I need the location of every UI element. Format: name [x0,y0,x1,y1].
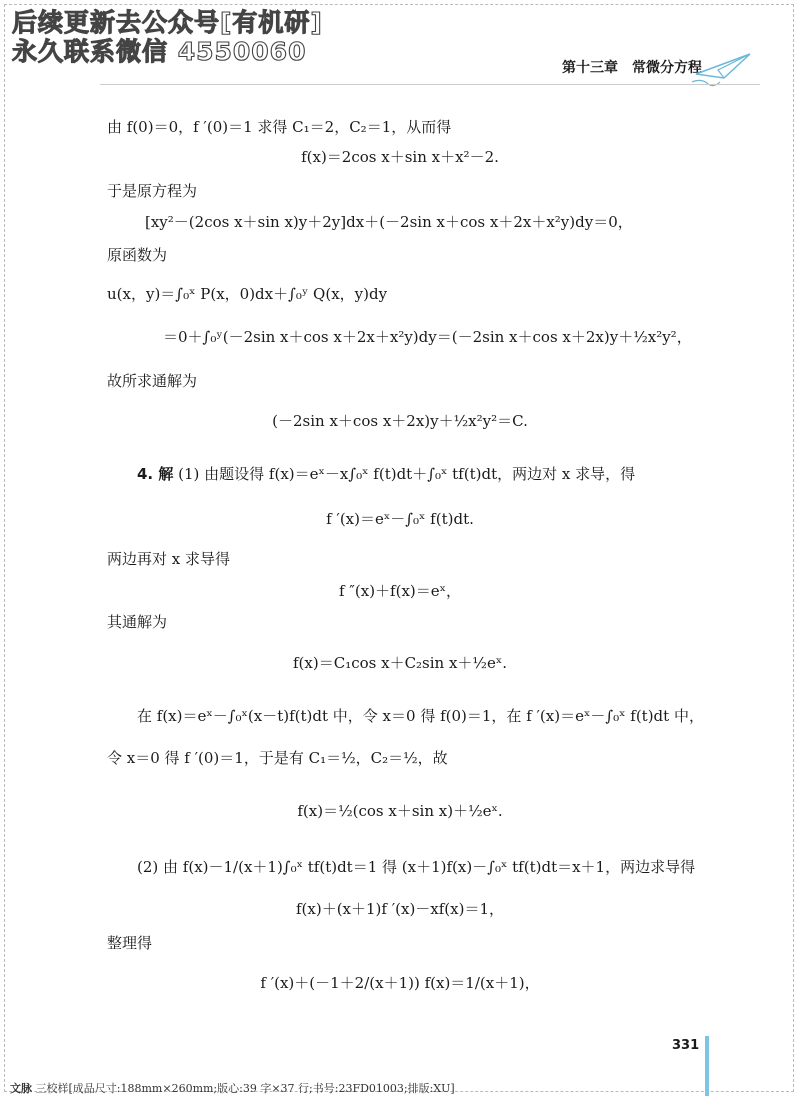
formula-11: f ′(x)＋(－1＋2/(x＋1)) f(x)＝1/(x＋1)， [260,974,540,992]
formula-10: f(x)＋(x＋1)f ′(x)－xf(x)＝1， [295,900,505,918]
formula-1: f(x)＝2cos x＋sin x＋x²－2. [301,148,499,166]
paper-plane-icon [688,48,758,88]
chapter-title: 第十三章 常微分方程 [562,60,702,76]
formula-7: f ″(x)＋f(x)＝eˣ， [338,582,462,600]
watermark-line-1: 后续更新去公众号[有机研] [12,8,323,37]
formula-2: [xy²－(2cos x＋sin x)y＋2y]dx＋(－2sin x＋cos x＋2x＋x²y)dy＝0， [145,213,633,231]
problem-4-label: 4. 解 [137,465,174,483]
text-line-1: 由 f(0)＝0，f ′(0)＝1 求得 C₁＝2，C₂＝1，从而得 [107,118,452,136]
formula-4: ＝0＋∫₀ʸ(－2sin x＋cos x＋2x＋x²y)dy＝(－2sin x＋cos x＋2x)y＋½x²y²， [163,328,692,346]
text-line-10: 整理得 [107,934,153,952]
formula-6: f ′(x)＝eˣ－∫₀ˣ f(t)dt. [326,510,474,528]
print-footer [10,1080,455,1096]
text-line-7: 在 f(x)＝eˣ－∫₀ˣ(x－t)f(t)dt 中，令 x＝0 得 f(0)＝1，在 f ′(x)＝eˣ－∫₀ˣ f(t)dt 中， [137,707,704,725]
page-number: 331 [672,1038,700,1053]
problem-4-text: (1) 由题设得 f(x)＝eˣ－x∫₀ˣ f(t)dt＋∫₀ˣ tf(t)dt，两边对 x 求导，得 [178,465,636,483]
formula-9: f(x)＝½(cos x＋sin x)＋½eˣ. [297,802,503,820]
formula-3: u(x，y)＝∫₀ˣ P(x，0)dx＋∫₀ʸ Q(x，y)dy [107,285,388,303]
text-line-8: 令 x＝0 得 f ′(0)＝1，于是有 C₁＝½，C₂＝½，故 [107,749,448,767]
text-line-9: (2) 由 f(x)－1/(x＋1)∫₀ˣ tf(t)dt＝1 得 (x＋1)f(x)－∫₀ˣ tf(t)dt＝x＋1，两边求导得 [137,858,696,876]
text-line-6: 其通解为 [107,613,168,631]
formula-5: (－2sin x＋cos x＋2x)y＋½x²y²＝C. [272,412,528,430]
watermark-line-2: 永久联系微信 4550060 [12,37,307,66]
problem-4-line [137,463,635,485]
header-rule [100,84,760,85]
formula-8: f(x)＝C₁cos x＋C₂sin x＋½eˣ. [293,654,507,672]
text-line-2: 于是原方程为 [107,182,198,200]
side-accent-bar [705,1036,709,1096]
watermark [12,8,323,66]
text-line-3: 原函数为 [107,246,168,264]
text-line-4: 故所求通解为 [107,372,198,390]
footer-brand: 文脉 [10,1082,32,1095]
text-line-5: 两边再对 x 求导得 [107,550,230,568]
footer-text: 三校样[成品尺寸:188mm×260mm;版心:39 字×37 行;书号:23FD01003;排版:XU] [35,1082,455,1095]
